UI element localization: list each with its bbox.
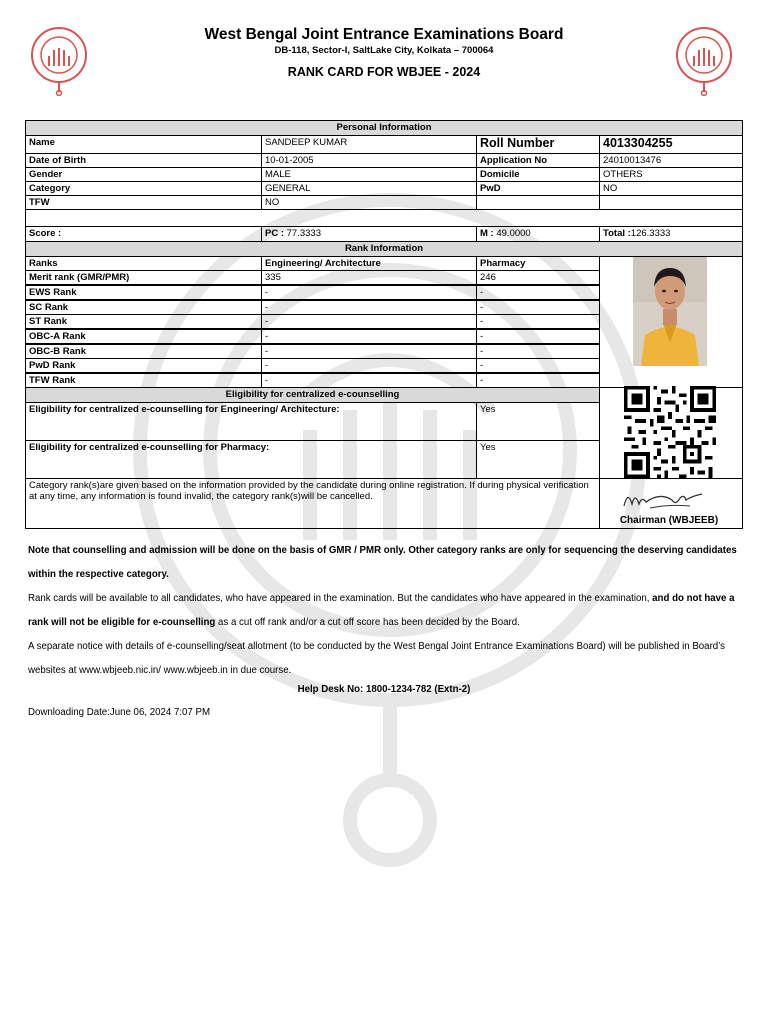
- eligibility-pharm-value: Yes: [476, 440, 600, 479]
- note-bold-text: and do not have a rank will not be eligible for e-counselling: [28, 593, 735, 628]
- rank-row-pharm: -: [476, 373, 600, 388]
- eligibility-pharm-label: Eligibility for centralized e-counselling for Pharmacy:: [25, 440, 477, 479]
- rank-row-label: TFW Rank: [25, 373, 262, 388]
- rank-row-engg: -: [261, 373, 477, 388]
- score-label: Score :: [25, 226, 262, 242]
- rank-row-pharm: -: [476, 358, 600, 373]
- downloading-date: Downloading Date:June 06, 2024 7:07 PM: [28, 707, 211, 718]
- name-value: SANDEEP KUMAR: [261, 135, 477, 154]
- dob-label: Date of Birth: [25, 153, 262, 168]
- empty-cell: [599, 195, 743, 210]
- chairman-signature: [620, 486, 710, 512]
- chairman-label: Chairman (WBJEEB): [619, 515, 719, 526]
- tfw-value: NO: [261, 195, 477, 210]
- roll-number-value: 4013304255: [599, 135, 743, 154]
- rank-card-availability-note: [28, 587, 740, 635]
- pc-score: [261, 226, 477, 242]
- rank-row-engg: -: [261, 285, 477, 300]
- m-score: [476, 226, 600, 242]
- rank-row-pharm: -: [476, 314, 600, 329]
- rank-row-pharm: -: [476, 300, 600, 315]
- personal-info-header: Personal Information: [25, 120, 743, 136]
- rank-info-header: Rank Information: [25, 241, 743, 257]
- engineering-column-header: Engineering/ Architecture: [261, 256, 477, 271]
- rank-row-engg: -: [261, 314, 477, 329]
- board-title: West Bengal Joint Entrance Examinations Board: [204, 26, 564, 43]
- note-text: as a cut off rank and/or a cut off score has been decided by the Board.: [215, 617, 520, 628]
- category-label: Category: [25, 181, 262, 196]
- pharmacy-column-header: Pharmacy: [476, 256, 600, 271]
- pc-label: PC :: [265, 228, 284, 239]
- ranks-column-header: Ranks: [25, 256, 262, 271]
- rank-row-pharm: 246: [476, 270, 600, 285]
- m-value: 49.0000: [496, 228, 531, 239]
- application-no-value: 24010013476: [599, 153, 743, 168]
- application-no-label: Application No: [476, 153, 600, 168]
- name-label: Name: [25, 135, 262, 154]
- roll-number-label: Roll Number: [476, 135, 600, 154]
- rank-row-engg: 335: [261, 270, 477, 285]
- pwd-label: PwD: [476, 181, 600, 196]
- empty-cell: [476, 195, 600, 210]
- board-address: DB-118, Sector-I, SaltLake City, Kolkata – 700064: [274, 45, 494, 56]
- rank-row-pharm: -: [476, 344, 600, 359]
- rank-row-pharm: -: [476, 285, 600, 300]
- total-value: 126.3333: [630, 228, 671, 239]
- qr-code: [620, 386, 720, 478]
- m-label: M :: [480, 228, 494, 239]
- pwd-value: NO: [599, 181, 743, 196]
- eligibility-engg-value: Yes: [476, 402, 600, 441]
- domicile-label: Domicile: [476, 167, 600, 182]
- rank-row-pharm: -: [476, 329, 600, 344]
- rank-row-label: OBC-A Rank: [25, 329, 262, 344]
- counselling-note: Note that counselling and admission will be done on the basis of GMR / PMR only. Other category ranks are only for sequencing the deserving candidates within the respective category.: [28, 545, 737, 580]
- rank-card-title: RANK CARD FOR WBJEE - 2024: [287, 65, 481, 79]
- note-text: Rank cards will be available to all candidates, who have appeared in the examination. But the candidates who have appeared in the examination,: [28, 593, 653, 604]
- rank-row-engg: -: [261, 358, 477, 373]
- tfw-label: TFW: [25, 195, 262, 210]
- rank-row-engg: -: [261, 300, 477, 315]
- dob-value: 10-01-2005: [261, 153, 477, 168]
- e-counselling-notice: A separate notice with details of e-counselling/seat allotment (to be conducted by the West Bengal Joint Entrance Examinations Board) will be published in Board’s websites at www.wbjeeb.nic.in/ www.wbjeeb.in in due course.: [28, 641, 726, 676]
- rank-row-label: ST Rank: [25, 314, 262, 329]
- spacer-row: [25, 209, 743, 227]
- rank-row-label: PwD Rank: [25, 358, 262, 373]
- total-score: [599, 226, 743, 242]
- pc-value: 77.3333: [286, 228, 321, 239]
- domicile-value: OTHERS: [599, 167, 743, 182]
- category-value: GENERAL: [261, 181, 477, 196]
- rank-row-label: Merit rank (GMR/PMR): [25, 270, 262, 285]
- candidate-photo: [633, 257, 707, 366]
- eligibility-engg-label: Eligibility for centralized e-counselling for Engineering/ Architecture:: [25, 402, 477, 441]
- eligibility-header: Eligibility for centralized e-counselling: [25, 387, 600, 403]
- rank-row-label: SC Rank: [25, 300, 262, 315]
- rank-row-engg: -: [261, 329, 477, 344]
- gender-label: Gender: [25, 167, 262, 182]
- gender-value: MALE: [261, 167, 477, 182]
- help-desk-number: Help Desk No: 1800-1234-782 (Extn-2): [297, 684, 471, 695]
- rank-row-label: EWS Rank: [25, 285, 262, 300]
- rank-row-label: OBC-B Rank: [25, 344, 262, 359]
- category-rank-note: Category rank(s)are given based on the information provided by the candidate during online registration. If during physical verification at any time, any information is found invalid, the category rank(s)will be cancelled.: [25, 478, 600, 529]
- rank-row-engg: -: [261, 344, 477, 359]
- total-label: Total :: [603, 228, 631, 239]
